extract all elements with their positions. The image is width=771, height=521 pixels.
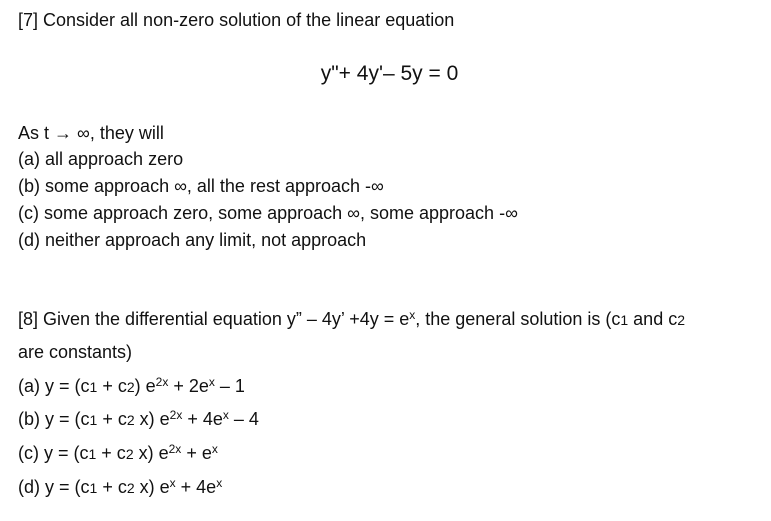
q7-equation-text: y"+ 4y'– 5y = 0 xyxy=(320,62,459,85)
q8-prompt-line-2: are constants) xyxy=(18,342,133,362)
q8-option-c: (c) y = (c1 + c2 x) $e^{2x} + e^x$ xyxy=(18,442,218,463)
q7-option-a: (a) all approach zero xyxy=(18,149,184,169)
q7-option-c: (c) some approach zero, some approach ∞, some approach -∞ xyxy=(18,203,518,223)
q7-option-b: (b) some approach ∞, all the rest approach -∞ xyxy=(18,176,384,196)
q7-stem: As t → ∞, they will xyxy=(18,123,164,143)
q8-option-d: (d) y = (c1 + c2 x) $e^x + 4e^x$ xyxy=(18,476,223,497)
q7-prompt: [7] Consider all non-zero solution of the linear equation xyxy=(18,10,455,30)
q7-equation xyxy=(0,62,771,86)
q8-option-b: (b) y = (c1 + c2 x) $e^{2x} + 4e^x - 4$ xyxy=(18,408,259,429)
q8-option-a: (a) y = (c1 + c2) $e^{2x} + 2e^x - 1$ xyxy=(18,375,245,396)
q8-prompt-line-1: [8] Given the differential equation y” – 4y’ $+4y = e^x$, the general solution is (c1 and c2 xyxy=(18,308,686,329)
q7-option-d: (d) neither approach any limit, not approach xyxy=(18,230,367,250)
